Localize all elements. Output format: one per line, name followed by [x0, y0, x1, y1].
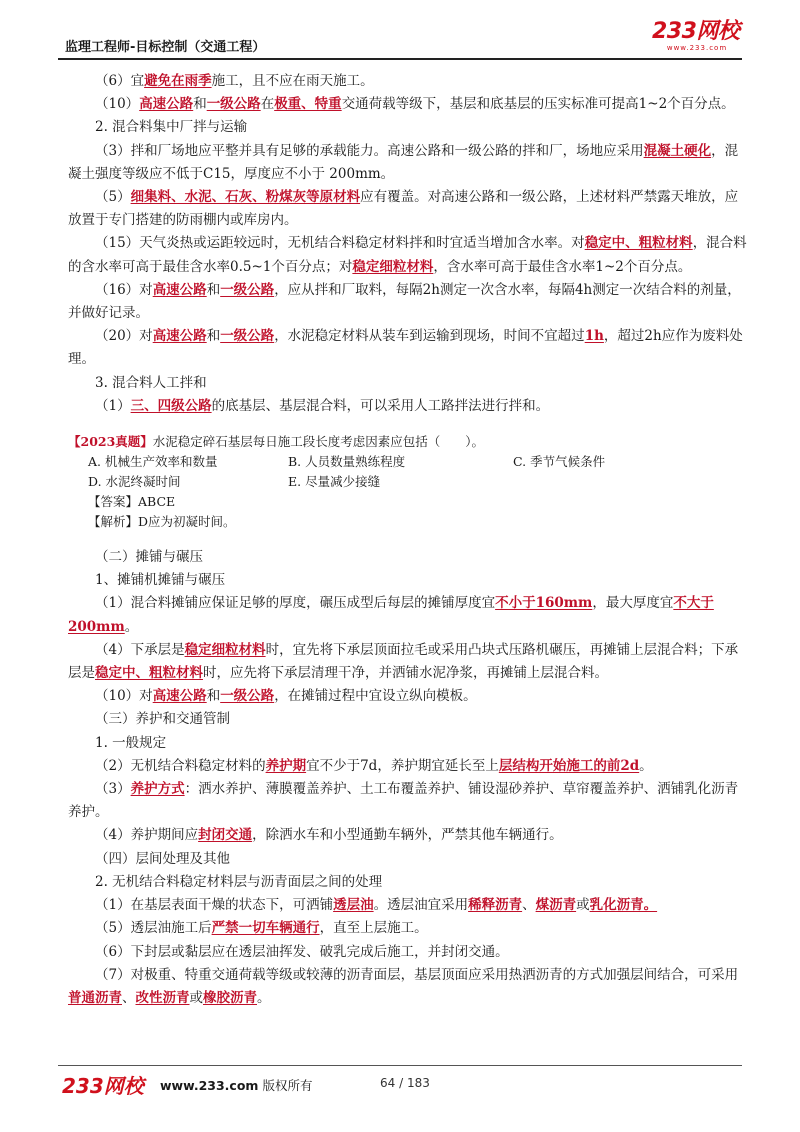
- highlighted-term: 细集料、水泥、石灰、粉煤灰等原材料: [130, 189, 361, 206]
- options-row-2: [68, 472, 748, 492]
- text-run: 和: [206, 328, 221, 345]
- exam-question: [68, 432, 748, 532]
- text-run: 3. 混合料人工拌和: [95, 374, 207, 391]
- paragraph: [68, 93, 748, 116]
- paragraph: [68, 778, 748, 824]
- highlighted-term: 橡胶沥青: [203, 989, 257, 1006]
- highlighted-term: 不小于160mm: [495, 595, 593, 612]
- section-mixing: [68, 70, 748, 418]
- text-run: 和: [193, 96, 207, 113]
- question-tag: 【2023真题】: [68, 434, 153, 450]
- highlighted-term: 煤沥青: [535, 897, 577, 914]
- question-analysis: 【解析】D应为初凝时间。: [88, 514, 236, 530]
- text-run: （7）对极重、特重交通荷载等级或较薄的沥青面层，基层顶面应采用热洒沥青的方式加强层间结合，可采用: [95, 966, 739, 983]
- header-divider: [58, 58, 742, 60]
- text-run: （二）摊铺与碾压: [95, 549, 203, 566]
- highlighted-term: 避免在雨季: [144, 73, 212, 89]
- options-row-1: [68, 452, 748, 472]
- text-run: （1）: [95, 397, 131, 414]
- text-run: （5）: [95, 189, 131, 206]
- highlighted-term: 稀释沥青: [468, 897, 523, 914]
- text-run: （四）层间处理及其他: [95, 850, 230, 867]
- text-run: 。: [639, 757, 653, 774]
- text-run: 2. 混合料集中厂拌与运输: [95, 119, 248, 136]
- text-run: ，含水率可高于最佳含水率1~2个百分点。: [433, 258, 692, 275]
- text-run: （10）对: [95, 688, 153, 705]
- brand-logo[interactable]: [652, 20, 742, 54]
- paragraph: [68, 70, 748, 93]
- text-run: 或: [576, 897, 590, 914]
- text-run: （1）在基层表面干燥的状态下，可洒铺: [95, 897, 334, 914]
- highlighted-term: 封闭交通: [198, 827, 253, 844]
- page-footer: [0, 1068, 800, 1098]
- text-run: ，混合料的含水率可高于最佳含水率0.5~1个百分点；对: [68, 235, 747, 275]
- text-run: 施工，且不应在雨天施工。: [211, 73, 374, 89]
- text-run: （1）混合料摊铺应保证足够的厚度，碾压成型后每层的摊铺厚度宜: [95, 595, 496, 612]
- text-run: （10）: [95, 96, 140, 113]
- text-run: ，水泥稳定材料从装车到运输到现场，时间不宜超过: [274, 328, 585, 345]
- page-number: 64 / 183: [380, 1076, 430, 1090]
- option-b: B. 人员数量熟练程度: [288, 454, 406, 470]
- text-run: （16）对: [95, 281, 153, 298]
- paragraph: [68, 894, 748, 917]
- paragraph: [68, 755, 748, 778]
- document-body: [68, 70, 748, 1010]
- text-run: 的底基层、基层混合料，可以采用人工路拌法进行拌和。: [211, 397, 550, 414]
- paragraph: [68, 592, 748, 638]
- option-d: D. 水泥终凝时间: [88, 474, 181, 490]
- highlighted-term: 1h: [584, 328, 604, 345]
- section-paving-curing: [68, 546, 748, 1010]
- highlighted-term: 三、四级公路: [130, 397, 212, 414]
- paragraph: [68, 685, 748, 708]
- paragraph: [68, 639, 748, 685]
- text-run: （20）对: [95, 328, 153, 345]
- paragraph: [68, 116, 748, 139]
- highlighted-term: 高速公路: [139, 96, 194, 113]
- highlighted-term: 一级公路: [220, 281, 275, 298]
- highlighted-term: 混凝土硬化: [643, 142, 712, 159]
- text-run: （6）下封层或黏层应在透层油挥发、破乳完成后施工，并封闭交通。: [95, 943, 509, 960]
- text-run: ，超过2h应作为废料处理。: [68, 328, 743, 368]
- highlighted-term: 高速公路: [152, 328, 207, 345]
- highlighted-term: 高速公路: [152, 281, 207, 298]
- text-run: （3）拌和厂场地应平整并具有足够的承载能力。高速公路和一级公路的拌和厂，场地应采用: [95, 142, 644, 159]
- text-run: 在: [260, 96, 275, 113]
- highlighted-term: 高速公路: [152, 688, 207, 705]
- footer-site-link[interactable]: www.233.com: [160, 1078, 259, 1093]
- paragraph: [68, 917, 748, 940]
- text-run: （三）养护和交通管制: [95, 711, 230, 728]
- paragraph: [68, 372, 748, 395]
- highlighted-term: 养护方式: [130, 781, 185, 798]
- question-stem-line: [68, 432, 748, 452]
- paragraph: [68, 140, 748, 186]
- text-run: 或: [189, 989, 203, 1006]
- text-run: 应有覆盖。对高速公路和一级公路，上述材料严禁露天堆放，应放置于专门搭建的防雨棚内或库房内。: [68, 189, 739, 229]
- text-run: ，直至上层施工。: [319, 920, 428, 937]
- option-c: C. 季节气候条件: [513, 454, 606, 470]
- footer-logo[interactable]: 233网校: [62, 1074, 144, 1098]
- question-answer: 【答案】ABCE: [88, 494, 176, 510]
- highlighted-term: 普通沥青: [68, 989, 122, 1006]
- text-run: 时，宜先将下承层顶面拉毛或采用凸块式压路机碾压，再摊铺上层混合料；下承层是: [68, 641, 739, 682]
- footer-copyright-text: 版权所有: [262, 1078, 313, 1093]
- brand-logo-url: www.233.com: [666, 44, 728, 52]
- paragraph: [68, 824, 748, 847]
- text-run: （3）: [95, 781, 131, 798]
- text-run: 和: [206, 281, 221, 298]
- option-a: A. 机械生产效率和数量: [88, 454, 218, 470]
- header-title: 监理工程师-目标控制（交通工程）: [65, 40, 266, 55]
- text-run: 。: [124, 618, 139, 635]
- highlighted-term: 层结构开始施工的前2d: [498, 757, 640, 774]
- text-run: ，除洒水车和小型通勤车辆外，严禁其他车辆通行。: [252, 827, 563, 844]
- text-run: ，应从拌和厂取料，每隔2h测定一次含水率，每隔4h测定一次结合料的剂量，并做好记录。: [68, 281, 741, 322]
- text-run: 时，应先将下承层清理干净，并洒铺水泥净浆，再摊铺上层混合料。: [203, 665, 608, 682]
- highlighted-term: 稳定中、粗粒材料: [95, 665, 203, 682]
- paragraph: [68, 941, 748, 964]
- text-run: 1. 一般规定: [95, 734, 167, 751]
- text-run: （2）无机结合料稳定材料的: [95, 757, 266, 774]
- paragraph: [68, 546, 748, 569]
- text-run: 2. 无机结合料稳定材料层与沥青面层之间的处理: [95, 873, 383, 890]
- highlighted-term: 乳化沥青。: [589, 897, 658, 914]
- text-run: 1、摊铺机摊铺与碾压: [95, 572, 226, 589]
- highlighted-term: 严禁一切车辆通行: [211, 920, 320, 937]
- paragraph: [68, 569, 748, 592]
- paragraph: [68, 186, 748, 232]
- paragraph: [68, 871, 748, 894]
- text-run: 、: [122, 989, 136, 1006]
- brand-logo-text: 233网校: [652, 19, 740, 44]
- text-run: 交通荷载等级下，基层和底基层的压实标准可提高1~2个百分点。: [341, 96, 735, 113]
- text-run: 、: [522, 897, 536, 914]
- paragraph: [68, 708, 748, 731]
- paragraph: [68, 732, 748, 755]
- text-run: ，混凝土强度等级应不低于C15，厚度应不小于 200mm。: [68, 142, 739, 182]
- paragraph: [68, 964, 748, 1010]
- highlighted-term: 一级公路: [206, 96, 261, 113]
- highlighted-term: 极重、特重: [274, 96, 342, 113]
- page-header: [0, 0, 800, 62]
- highlighted-term: 稳定细粒材料: [184, 641, 266, 658]
- text-run: （6）宜: [95, 73, 145, 89]
- text-run: ，最大厚度宜: [592, 595, 674, 612]
- highlighted-term: 稳定中、粗粒材料: [584, 235, 693, 252]
- paragraph: [68, 848, 748, 871]
- footer-divider: [58, 1065, 742, 1066]
- text-run: 和: [206, 688, 221, 705]
- highlighted-term: 一级公路: [220, 688, 275, 705]
- paragraph: [68, 325, 748, 371]
- text-run: ：洒水养护、薄膜覆盖养护、土工布覆盖养护、铺设湿砂养护、草帘覆盖养护、洒铺乳化沥青养护。: [68, 781, 739, 821]
- highlighted-term: 一级公路: [220, 328, 275, 345]
- text-run: （15）天气炎热或运距较远时，无机结合料稳定材料拌和时宜适当增加含水率。对: [95, 235, 585, 252]
- highlighted-term: 透层油: [333, 897, 374, 914]
- text-run: （4）下承层是: [95, 641, 185, 658]
- highlighted-term: 改性沥青: [135, 989, 190, 1006]
- footer-copyright: [160, 1076, 312, 1094]
- text-run: （4）养护期间应: [95, 827, 199, 844]
- highlighted-term: 养护期: [265, 757, 307, 774]
- text-run: 。透层油宜采用: [373, 897, 469, 914]
- text-run: （5）透层油施工后: [95, 920, 212, 937]
- text-run: 宜不少于7d，养护期宜延长至上: [306, 757, 499, 774]
- paragraph: [68, 279, 748, 325]
- text-run: 。: [257, 989, 271, 1006]
- highlighted-term: 不大于200mm: [68, 595, 714, 635]
- highlighted-term: 稳定细粒材料: [352, 258, 434, 275]
- paragraph: [68, 232, 748, 278]
- question-stem: 水泥稳定碎石基层每日施工段长度考虑因素应包括（ ）。: [152, 434, 485, 450]
- paragraph: [68, 395, 748, 418]
- text-run: ，在摊铺过程中宜设立纵向模板。: [274, 688, 477, 705]
- option-e: E. 尽量减少接缝: [288, 474, 381, 490]
